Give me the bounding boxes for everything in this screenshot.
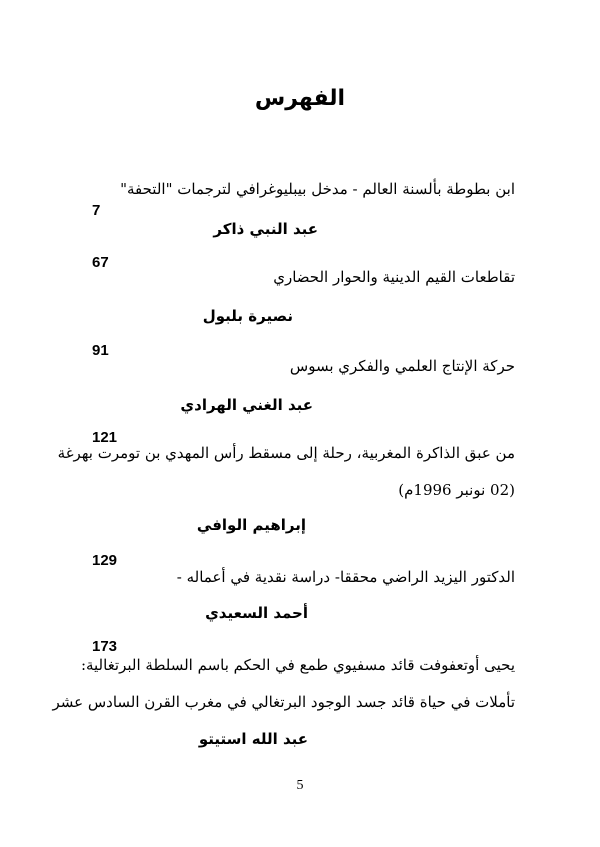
entry-author: أحمد السعيدي — [205, 604, 308, 622]
entry-title: من عبق الذاكرة المغربية، رحلة إلى مسقط رأس المهدي بن تومرت بهرغة — [57, 444, 515, 462]
entry-author: عبد النبي ذاكر — [213, 220, 318, 238]
page-number: 7 — [92, 202, 101, 219]
page-title: الفهرس — [254, 86, 346, 111]
entry-author: عبد الله استيتو — [198, 730, 308, 748]
entry-title: الدكتور اليزيد الراضي محققا- دراسة نقدية في أعماله - — [176, 568, 515, 586]
entry-author: عبد الغني الهرادي — [180, 396, 313, 414]
page-number: 173 — [92, 638, 118, 655]
entry-title: حركة الإنتاج العلمي والفكري بسوس — [289, 357, 515, 375]
page-number: 129 — [92, 552, 118, 569]
entry-title-line-2: (02 نونبر 1996م) — [398, 481, 515, 499]
entry-title: تقاطعات القيم الدينية والحوار الحضاري — [273, 268, 515, 286]
entry-author: نصيرة بلبول — [202, 307, 293, 325]
entry-title-line-2: تأملات في حياة قائد جسد الوجود البرتغالي في مغرب القرن السادس عشر — [52, 693, 515, 711]
entry-title: ابن بطوطة بألسنة العالم - مدخل بيبليوغرافي لترجمات "التحفة" — [120, 180, 515, 198]
folio-page-number: 5 — [296, 778, 304, 793]
page-number: 67 — [92, 254, 109, 271]
entry-title: يحيى أوتعفوفت قائد مسفيوي طمع في الحكم باسم السلطة البرتغالية: — [80, 656, 515, 674]
page-number: 91 — [92, 342, 109, 359]
page-number: 121 — [92, 429, 118, 446]
entry-author: إبراهيم الوافي — [196, 516, 306, 534]
